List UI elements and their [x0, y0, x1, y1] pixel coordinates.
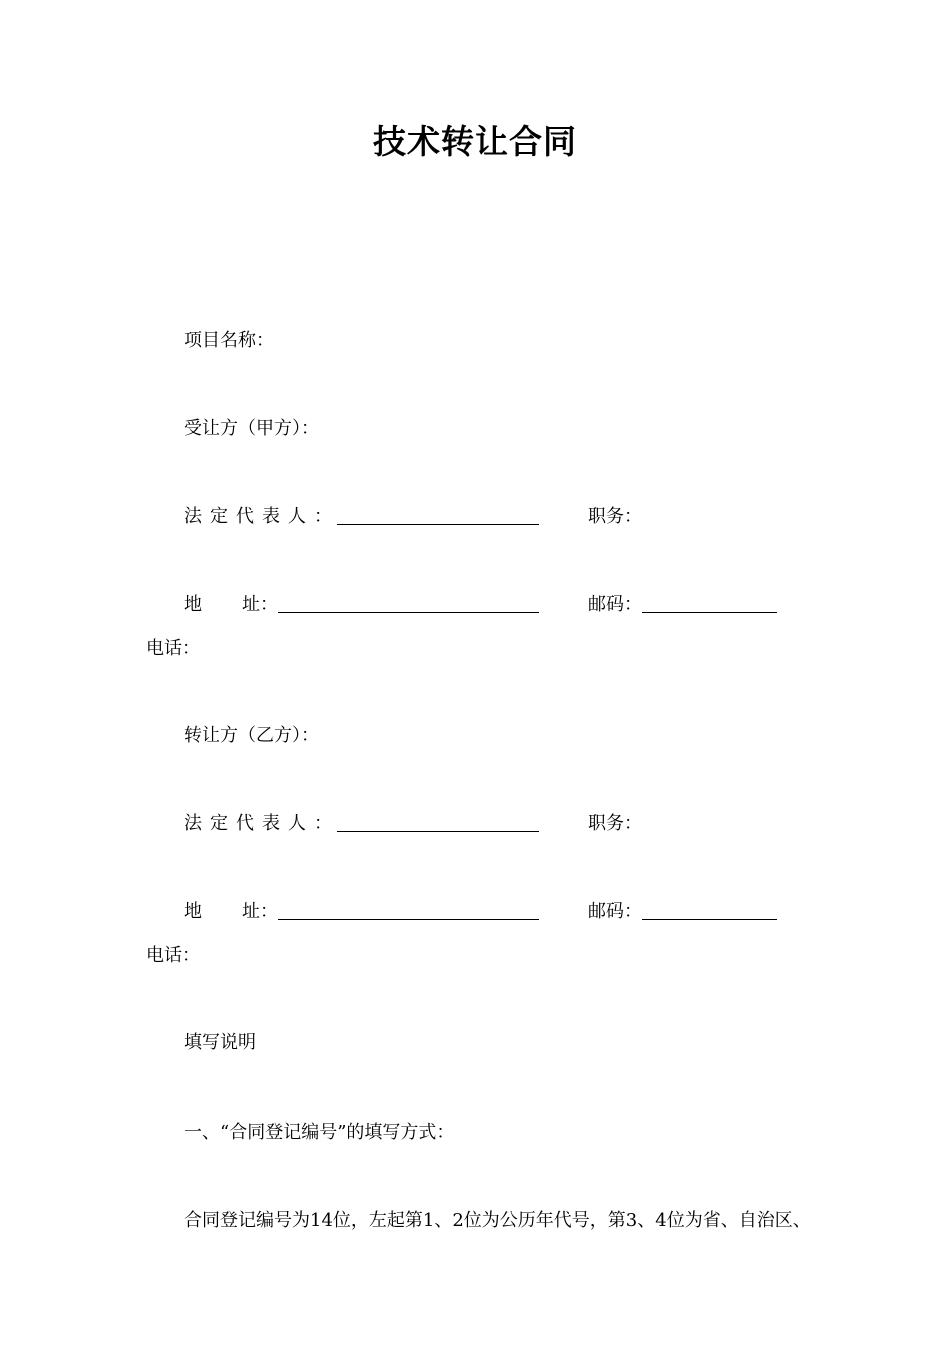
transferee-postcode-label: 邮码： — [588, 594, 642, 615]
document-title: 技术转让合同 — [373, 122, 577, 161]
transferee-legal-rep-field[interactable] — [337, 524, 539, 525]
transferee-address-label-a: 地 — [184, 594, 202, 615]
transferor-heading: 转让方（乙方）： — [184, 725, 319, 746]
transferor-address-label-b: 址： — [242, 901, 278, 922]
transferor-address-label-a: 地 — [184, 901, 202, 922]
item1-text: 合同登记编号为14位，左起第1、2位为公历年代号，第3、4位为省、自治区、 — [184, 1210, 811, 1231]
transferor-address-field[interactable] — [278, 919, 539, 920]
instructions-heading: 填写说明 — [184, 1032, 256, 1053]
transferor-legal-rep-field[interactable] — [337, 831, 539, 832]
transferee-address-field[interactable] — [278, 612, 539, 613]
transferor-postcode-label: 邮码： — [588, 901, 642, 922]
transferee-heading: 受让方（甲方）： — [184, 418, 319, 439]
transferee-legal-rep-label: 法定代表人： — [184, 506, 340, 527]
transferee-postcode-field[interactable] — [642, 612, 777, 613]
item1-heading: 一、“合同登记编号”的填写方式： — [184, 1122, 455, 1143]
transferor-legal-rep-label: 法定代表人： — [184, 813, 340, 834]
transferor-phone-label: 电话： — [146, 945, 200, 966]
transferor-postcode-field[interactable] — [642, 919, 777, 920]
project-name-label: 项目名称： — [184, 330, 274, 351]
transferee-phone-label: 电话： — [146, 638, 200, 659]
transferee-position-label: 职务： — [588, 506, 642, 527]
transferor-position-label: 职务： — [588, 813, 642, 834]
transferee-address-label-b: 址： — [242, 594, 278, 615]
